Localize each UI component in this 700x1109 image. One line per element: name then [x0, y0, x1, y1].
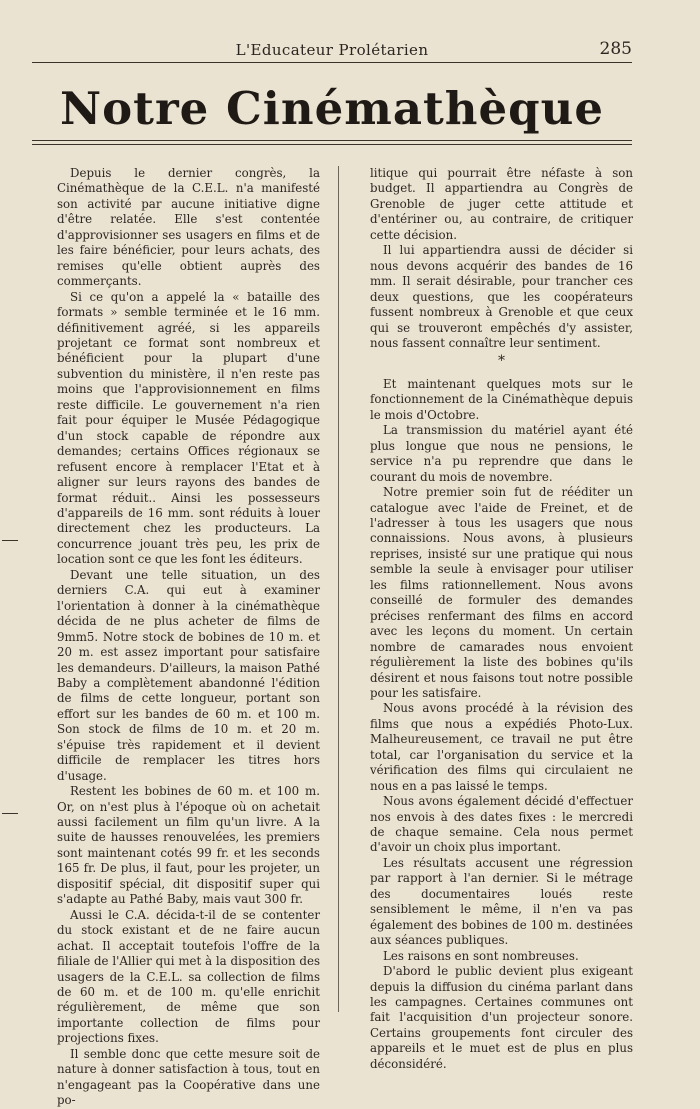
running-header — [32, 38, 632, 63]
margin-mark — [2, 540, 18, 541]
paragraph: Il semble donc que cette mesure soit de nature à donner satisfaction à tous, tout en n'engageant pas la Coopérative dans une po- — [57, 1046, 320, 1108]
paragraph: Si ce qu'on a appelé la « bataille des formats » semble terminée et le 16 mm. définitivement agréé, si les appareils projetant ce format sont nombreux et bénéficient pour la plupart d'une subvention du ministère, il n'en reste pas moins que l'approvisionnement en films reste difficile. Le gouvernement n'a rien fait pour équiper le Musée Pédagogique d'un stock capable de répondre aux demandes; certains Offices régionaux se refusent encore à remplacer l'Etat et à aligner sur leurs rayons des bandes de format réduit.. Ainsi les possesseurs d'appareils de 16 mm. sont réduits à louer directement chez les producteurs. La concurrence jouant très peu, les prix de location sont ce que les font les éditeurs. — [57, 289, 320, 567]
paragraph: Devant une telle situation, un des derniers C.A. qui eut à examiner l'orientation à donner à la cinémathèque décida de ne plus acheter de films de 9mm5. Notre stock de bobines de 10 m. et 20 m. est assez important pour satisfaire les demandeurs. D'ailleurs, la maison Pathé Baby a complètement abandonné l'édition de films de cette longueur, portant son effort sur les bandes de 60 m. et 100 m. Son stock de films de 10 m. et 20 m. s'épuise très rapidement et il devient difficile de remplacer les titres hors d'usage. — [57, 567, 320, 783]
left-column — [57, 166, 320, 1109]
paragraph: Les raisons en sont nombreuses. — [383, 948, 579, 963]
paragraph: D'abord le public devient plus exigeant depuis la diffusion du cinéma parlant dans les campagnes. Certaines communes ont fait l'acquisition d'un projecteur sonore. Certains groupements font circuler des appareils et le muet est de plus en plus déconsidéré. — [370, 964, 633, 1071]
paragraph: Nous avons procédé à la révision des films que nous a expédiés Photo-Lux. Malheureusement, ce travail ne put être total, car l'organisation du service et la vérification des films qui circulaient ne nous en a pas laissé le temps. — [370, 701, 633, 793]
paragraph: Il lui appartiendra aussi de décider si nous devons acquérir des bandes de 16 mm. Il serait désirable, pour trancher ces deux questions, que les coopérateurs fussent nombreux à Grenoble et que ceux qui se trouveront empêchés d'y assister, nous fassent connaître leur sentiment. — [370, 243, 633, 350]
paragraph: Les résultats accusent une régression par rapport à l'an dernier. Si le métrage des documentaires loués reste sensiblement le même, il n'en va pas également des bobines de 100 m. destinées aux séances publiques. — [370, 855, 633, 948]
right-column — [370, 166, 633, 1072]
paragraph: Depuis le dernier congrès, la Cinémathèque de la C.E.L. n'a manifesté son activité par aucune initiative digne d'être relatée. Elle s'est contentée d'approvisionner ses usagers en films et de les faire bénéficier, pour leurs achats, des remises qu'elle obtient auprès des commerçants. — [57, 166, 320, 289]
paragraph: litique qui pourrait être néfaste à son budget. Il appartiendra au Congrès de Grenoble de juger cette attitude et d'entériner ou, au contraire, de critiquer cette décision. — [370, 166, 633, 242]
page-number: 285 — [599, 39, 632, 59]
title-rule — [32, 140, 632, 145]
paragraph: Aussi le C.A. décida-t-il de se contenter du stock existant et de ne faire aucun achat. Il acceptait toutefois l'offre de la filiale de l'Allier qui met à la disposition des usagers de la C.E.L. sa collection de films de 60 m. et de 100 m. qu'elle enrichit régulièrement, de même que son importante collection de films pour projections fixes. — [57, 907, 320, 1046]
margin-mark — [2, 813, 18, 814]
section-break: * — [498, 353, 505, 370]
paragraph: Restent les bobines de 60 m. et 100 m. Or, on n'est plus à l'époque où on achetait aussi facilement un film qu'un livre. A la suite de hausses renouvelées, les premiers sont maintenant cotés 99 fr. et les seconds 165 fr. De plus, il faut, pour les projeter, un dispositif spécial, dit dispositif super qui s'adapte au Pathé Baby, mais vaut 300 fr. — [57, 784, 320, 907]
journal-title: L'Educateur Prolétarien — [235, 41, 429, 59]
article-title: Notre Cinémathèque — [60, 82, 604, 135]
paragraph: Et maintenant quelques mots sur le fonctionnement de la Cinémathèque depuis le mois d'Octobre. — [370, 376, 633, 422]
column-divider — [338, 166, 339, 1012]
paragraph: La transmission du matériel ayant été plus longue que nous ne pensions, le service n'a pu reprendre que dans le courant du mois de novembre. — [370, 423, 633, 484]
paragraph: Notre premier soin fut de rééditer un catalogue avec l'aide de Freinet, et de l'adresser à tous les usagers que nous connaissions. Nous avons, à plusieurs reprises, insisté sur une pratique qui nous semble la seule à envisager pour utiliser les films rationnellement. Nous avons conseillé de formuler des demandes précises renfermant des films en accord avec les leçons du moment. Un certain nombre de camarades nous envoient régulièrement la liste des bobines qu'ils désirent et nous faisons tout notre possible pour les satisfaire. — [370, 485, 633, 700]
paragraph: Nous avons également décidé d'effectuer nos envois à des dates fixes : le mercredi de chaque semaine. Cela nous permet d'avoir un choix plus important. — [370, 794, 633, 855]
